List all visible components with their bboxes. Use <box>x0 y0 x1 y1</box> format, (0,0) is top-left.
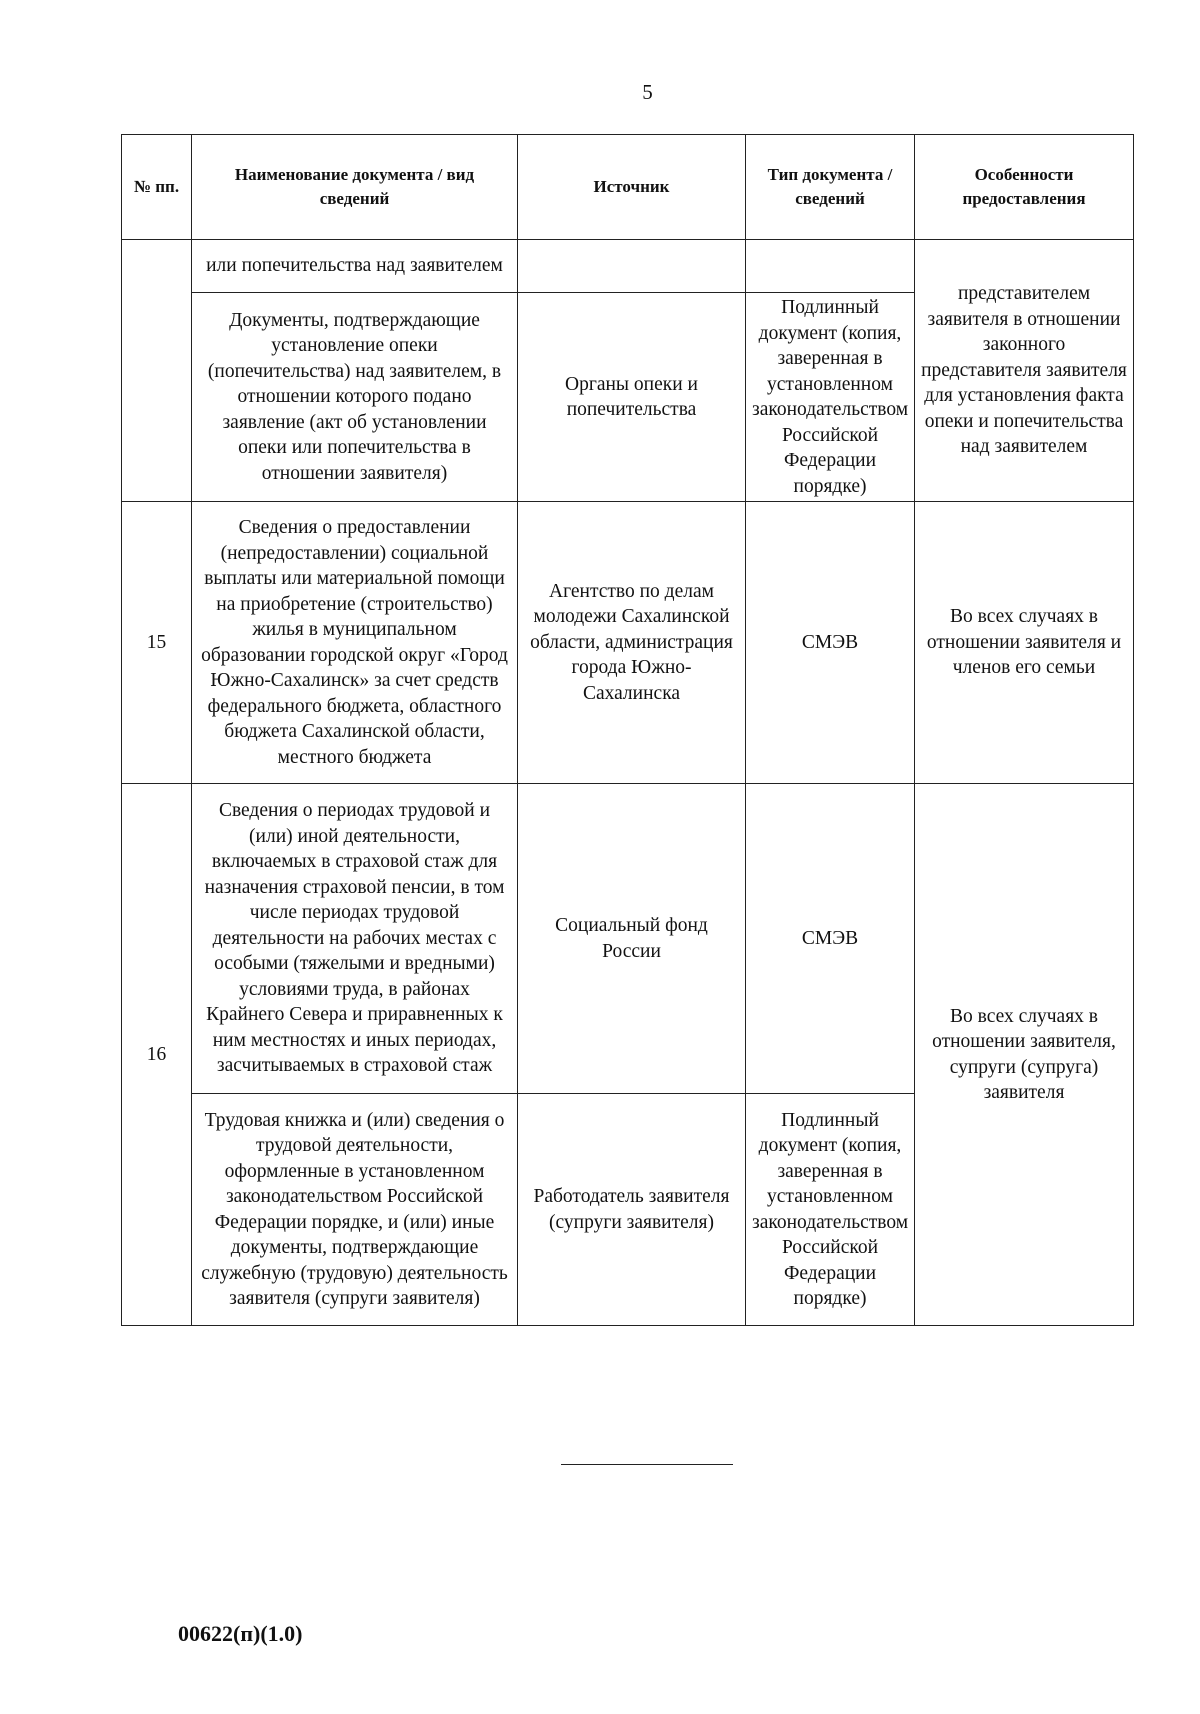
table-row <box>122 784 1134 1094</box>
source-cell <box>518 240 746 293</box>
row-num-cell <box>122 240 192 502</box>
row-num-cell: 16 <box>122 784 192 1326</box>
table-header-row <box>122 135 1134 240</box>
page-number: 5 <box>642 80 653 104</box>
horizontal-rule <box>561 1464 733 1465</box>
documents-table <box>121 134 1134 1326</box>
source-cell: Органы опеки и попечительства <box>518 293 746 502</box>
source-cell: Социальный фонд России <box>518 784 746 1094</box>
document-type-cell: Подлинный документ (копия, заверенная в установленном законодательством Российской Федерации порядке) <box>746 293 915 502</box>
document-name-cell: Сведения о предоставлении (непредоставлении) социальной выплаты или материальной помощи на приобретение (строительство) жилья в муниципальном образовании городской округ «Город Южно-Сахалинск» за счет средств федерального бюджета, областного бюджета Сахалинской области, местного бюджета <box>192 502 518 784</box>
document-name-cell: Трудовая книжка и (или) сведения о трудовой деятельности, оформленные в установленном законодательством Российской Федерации порядке, и (или) иные документы, подтверждающие служебную (трудовую) деятельность заявителя (супруги заявителя) <box>192 1094 518 1326</box>
document-name-cell: Сведения о периодах трудовой и (или) иной деятельности, включаемых в страховой стаж для назначения страховой пенсии, в том числе периодах трудовой деятельности на рабочих местах с особыми (тяжелыми и вредными) условиями труда, в районах Крайнего Севера и приравненных к ним местностях и иных периодах, засчитываемых в страховой стаж <box>192 784 518 1094</box>
document-name-cell: Документы, подтверждающие установление опеки (попечительства) над заявителем, в отношении которого подано заявление (акт об установлении опеки или попечительства в отношении заявителя) <box>192 293 518 502</box>
document-type-cell: СМЭВ <box>746 502 915 784</box>
header-num: № пп. <box>122 135 192 240</box>
features-cell: Во всех случаях в отношении заявителя, супруги (супруга) заявителя <box>915 784 1134 1326</box>
header-type: Тип документа / сведений <box>746 135 915 240</box>
document-type-cell: Подлинный документ (копия, заверенная в установленном законодательством Российской Федерации порядке) <box>746 1094 915 1326</box>
features-cell: представителем заявителя в отношении законного представителя заявителя для установления факта опеки и попечительства над заявителем <box>915 240 1134 502</box>
document-name-cell: или попечительства над заявителем <box>192 240 518 293</box>
table-row <box>122 240 1134 293</box>
document-code: 00622(п)(1.0) <box>178 1621 303 1646</box>
header-features: Особенности предоставления <box>915 135 1134 240</box>
table-row <box>122 502 1134 784</box>
source-cell: Агентство по делам молодежи Сахалинской области, администрация города Южно-Сахалинска <box>518 502 746 784</box>
document-type-cell <box>746 240 915 293</box>
row-num-cell: 15 <box>122 502 192 784</box>
document-type-cell: СМЭВ <box>746 784 915 1094</box>
header-source: Источник <box>518 135 746 240</box>
header-name: Наименование документа / вид сведений <box>192 135 518 240</box>
features-cell: Во всех случаях в отношении заявителя и членов его семьи <box>915 502 1134 784</box>
source-cell: Работодатель заявителя (супруги заявителя) <box>518 1094 746 1326</box>
